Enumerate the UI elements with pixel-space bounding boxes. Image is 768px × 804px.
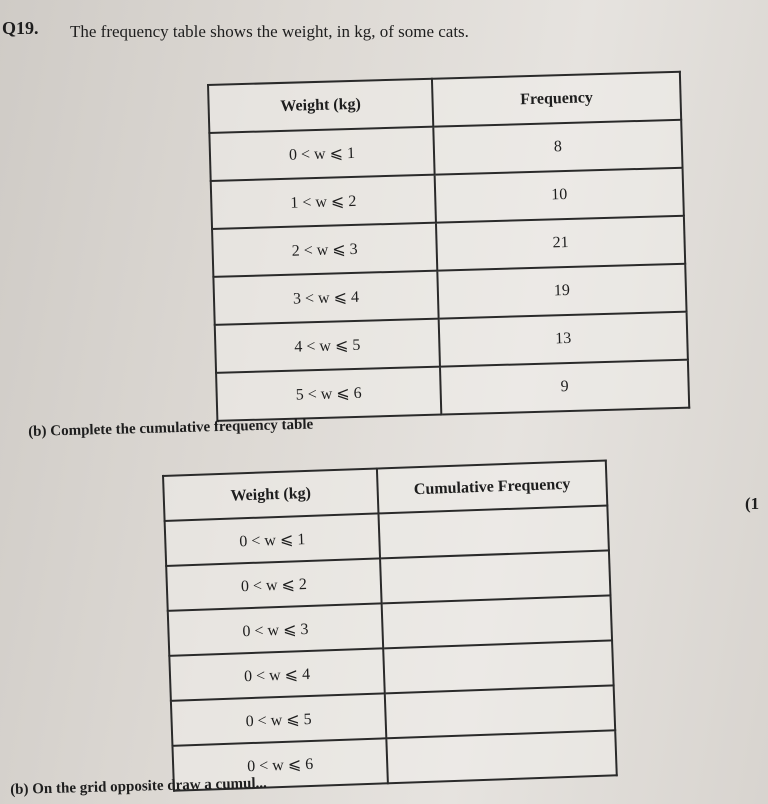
weight-cell: 0 < w ⩽ 2 [166, 558, 381, 610]
weight-cell: 4 < w ⩽ 5 [215, 319, 440, 373]
cumulative-frequency-answer-cell[interactable] [380, 550, 610, 603]
cumulative-frequency-answer-cell[interactable] [382, 595, 612, 648]
weight-cell: 2 < w ⩽ 3 [212, 223, 437, 277]
frequency-cell: 21 [436, 216, 685, 271]
part-b-label: (b) Complete the cumulative frequency table [28, 416, 314, 440]
frequency-cell: 10 [435, 168, 684, 223]
weight-cell: 1 < w ⩽ 2 [211, 175, 436, 229]
weight-cell: 0 < w ⩽ 5 [171, 693, 386, 745]
frequency-cell: 9 [440, 360, 689, 415]
weight-cell: 0 < w ⩽ 1 [165, 513, 380, 565]
cumulative-frequency-answer-cell[interactable] [378, 505, 608, 558]
weight-cell: 0 < w ⩽ 1 [209, 127, 434, 181]
weight-cell: 5 < w ⩽ 6 [216, 367, 441, 421]
frequency-cell: 13 [439, 312, 688, 367]
frequency-cell: 8 [433, 120, 682, 175]
weight-cell: 3 < w ⩽ 4 [213, 271, 438, 325]
marks-label: (1 [745, 494, 760, 513]
weight-cell: 0 < w ⩽ 6 [172, 738, 387, 790]
weight-cell: 0 < w ⩽ 3 [168, 603, 383, 655]
question-number: Q19. [2, 18, 39, 38]
cumulative-frequency-table [162, 459, 618, 791]
frequency-table [207, 71, 690, 422]
cumulative-frequency-answer-cell[interactable] [385, 685, 615, 738]
frequency-cell: 19 [437, 264, 686, 319]
cumulative-frequency-answer-cell[interactable] [386, 730, 616, 783]
header-weight: Weight (kg) [163, 468, 378, 520]
cumulative-frequency-answer-cell[interactable] [383, 640, 613, 693]
header-cumulative-frequency: Cumulative Frequency [377, 461, 607, 514]
header-frequency: Frequency [432, 72, 681, 127]
question-intro: The frequency table shows the weight, in kg, of some cats. [70, 22, 469, 41]
weight-cell: 0 < w ⩽ 4 [169, 648, 384, 700]
part-b2-label: (b) On the grid opposite draw a cumul... [10, 775, 268, 798]
header-weight: Weight (kg) [208, 79, 433, 133]
